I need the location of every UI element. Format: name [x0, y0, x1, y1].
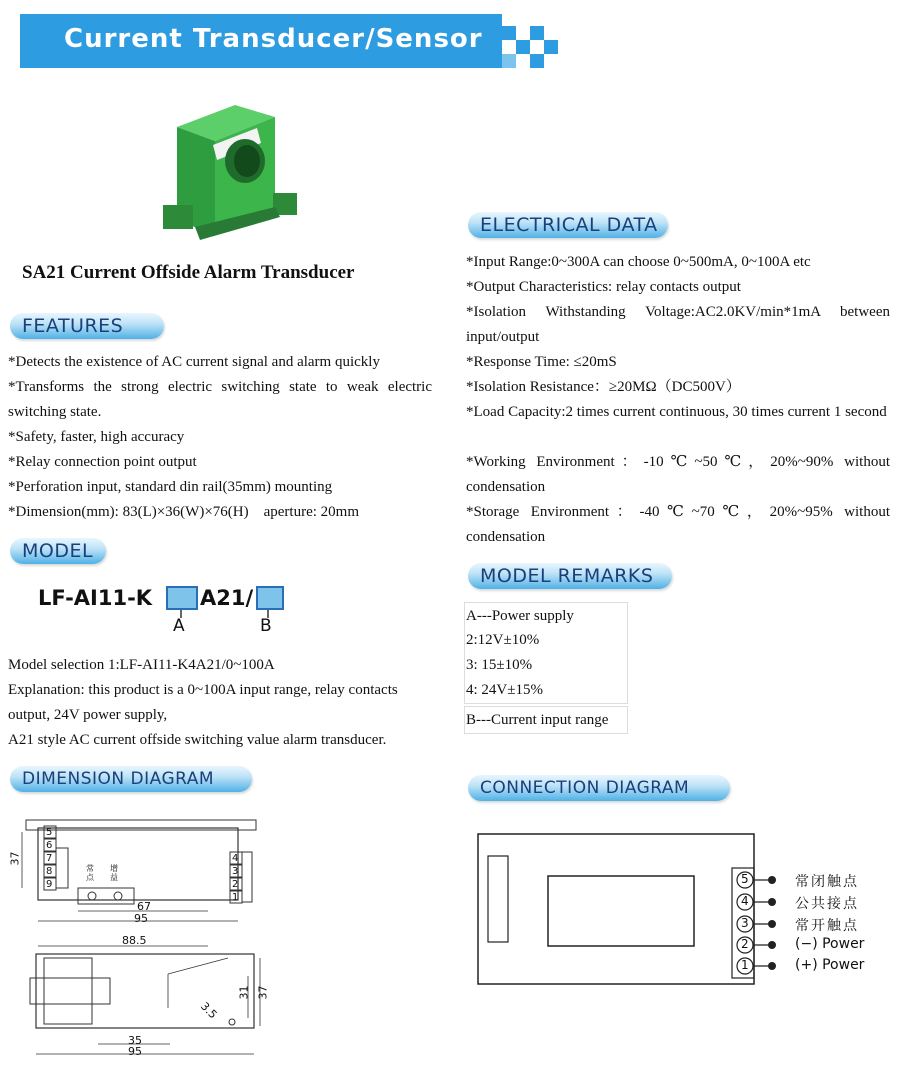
right-terminal-label: 1: [232, 892, 239, 903]
terminal-label: 常闭触点: [795, 874, 859, 890]
right-terminal-label: 2: [232, 879, 239, 890]
remarks-line: 2:12V±10%: [466, 632, 540, 648]
pot-mark: 增益: [110, 864, 118, 882]
electrical-heading: ELECTRICAL DATA: [468, 212, 668, 238]
model-label-b: B: [260, 616, 272, 636]
electrical-item: *Input Range:0~300A can choose 0~500mA, 0~100A etc: [466, 254, 811, 270]
electrical-item: *Isolation Withstanding Voltage:AC2.0KV/min*1mA between input/output: [466, 304, 890, 345]
product-title: SA21 Current Offside Alarm Transducer: [22, 262, 355, 283]
pot-mark: 常点: [86, 864, 94, 882]
features-heading: FEATURES: [10, 313, 164, 339]
left-terminal-label: 8: [46, 866, 53, 877]
terminal-number: 3: [741, 916, 749, 930]
electrical-item: *Output Characteristics: relay contacts output: [466, 279, 741, 295]
product-image: [155, 95, 315, 255]
dim-label: 31: [237, 985, 251, 1000]
remarks-line: 4: 24V±15%: [466, 682, 543, 698]
model-label-a: A: [173, 616, 185, 636]
dim-label: 37: [256, 985, 270, 1000]
feature-item: *Dimension(mm): 83(L)×36(W)×76(H) aperture: 20mm: [8, 504, 359, 520]
left-terminal-label: 6: [46, 840, 53, 851]
feature-item: *Safety, faster, high accuracy: [8, 429, 185, 445]
terminal-number: 4: [741, 894, 749, 908]
connection-heading: CONNECTION DIAGRAM: [468, 775, 730, 801]
model-line: A21 style AC current offside switching value alarm transducer.: [8, 732, 387, 748]
feature-item: *Perforation input, standard din rail(35mm) mounting: [8, 479, 333, 495]
terminal-label: 常开触点: [795, 918, 859, 934]
right-terminal-label: 4: [232, 853, 239, 864]
electrical-item: *Isolation Resistance：≥20MΩ（DC500V）: [466, 379, 741, 395]
feature-item: *Relay connection point output: [8, 454, 197, 470]
right-terminal-label: 3: [232, 866, 239, 877]
connection-diagram: [470, 832, 780, 992]
dim-label: 95: [128, 1045, 142, 1058]
dimension-heading: DIMENSION DIAGRAM: [10, 766, 252, 792]
remarks-line: A---Power supply: [466, 608, 574, 624]
terminal-number: 2: [741, 937, 749, 951]
dim-label: 35: [128, 1034, 142, 1047]
banner-title: Current Transducer/Sensor: [64, 24, 483, 54]
feature-item: *Detects the existence of AC current signal and alarm quickly: [8, 354, 380, 370]
dim-label: 88.5: [122, 934, 147, 947]
remarks-b-line: B---Current input range: [466, 712, 609, 728]
remarks-heading: MODEL REMARKS: [468, 563, 672, 589]
terminal-label: 公共接点: [795, 896, 859, 912]
feature-item: *Transforms the strong electric switching state to weak electric switching state.: [8, 379, 432, 420]
model-line: Model selection 1:LF-AI11-K4A21/0~100A: [8, 657, 275, 673]
terminal-number: 1: [741, 958, 749, 972]
left-terminal-label: 5: [46, 827, 53, 838]
electrical-item: *Storage Environment：-40℃~70℃，20%~95% without condensation: [466, 504, 890, 545]
dim-label: 95: [134, 912, 148, 925]
terminal-number: 5: [741, 872, 749, 886]
model-heading: MODEL: [10, 538, 106, 564]
dim-label: 67: [137, 900, 151, 913]
electrical-item: *Working Environment：-10℃~50℃，20%~90% without condensation: [466, 454, 890, 495]
dim-label: 3.5: [197, 999, 220, 1022]
remarks-line: 3: 15±10%: [466, 657, 533, 673]
electrical-item: *Response Time: ≤20mS: [466, 354, 617, 370]
terminal-label: (−) Power: [795, 936, 865, 952]
left-terminal-label: 7: [46, 853, 53, 864]
model-code-mid: A21/: [200, 586, 254, 610]
dim-label: 37: [8, 851, 22, 866]
electrical-item: *Load Capacity:2 times current continuous, 30 times current 1 second: [466, 404, 887, 420]
left-terminal-label: 9: [46, 879, 53, 890]
model-line: Explanation: this product is a 0~100A input range, relay contacts output, 24V power supply,: [8, 682, 398, 723]
terminal-label: (+) Power: [795, 957, 865, 973]
model-code-prefix: LF-AI11-K: [38, 586, 153, 610]
